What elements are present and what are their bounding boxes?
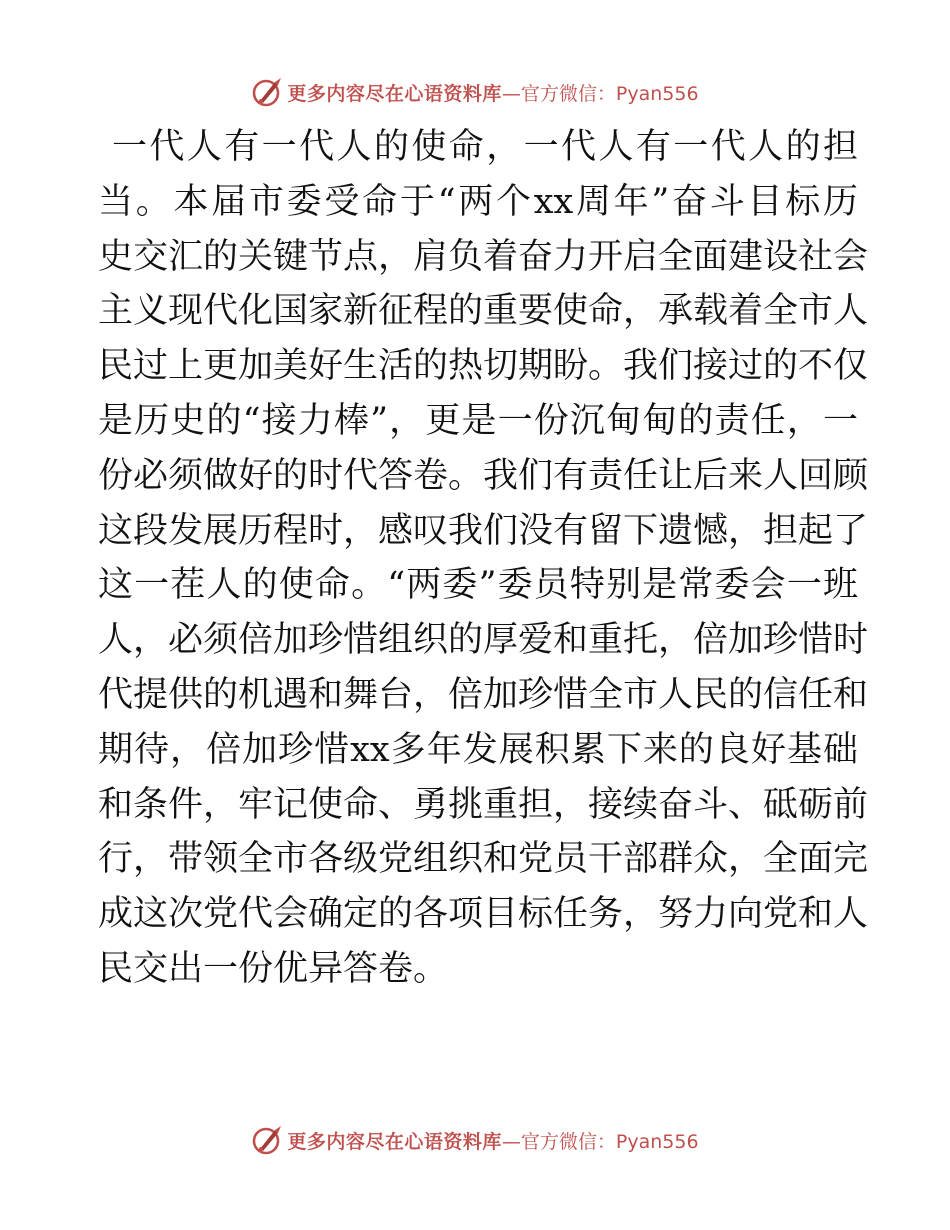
header-watermark — [0, 72, 950, 112]
footer-watermark — [0, 1120, 950, 1160]
watermark-brand: 更多内容尽在心语资料库 — [287, 82, 502, 105]
text-line: 代提供的机遇和舞台，倍加珍惜全市人民的信任和 — [98, 674, 869, 715]
text-line: 和条件，牢记使命、勇挑重担，接续奋斗、砥砺前 — [98, 784, 869, 825]
text-line: 主义现代化国家新征程的重要使命，承载着全市人 — [98, 291, 869, 332]
text-line: 这段发展历程时，感叹我们没有留下遗憾，担起了 — [98, 510, 869, 551]
text-line: 民交出一份优异答卷。 — [98, 948, 449, 989]
text-line: 当。本届市委受命于“两个xx周年”奋斗目标历 — [98, 181, 858, 222]
text-line: 民过上更加美好生活的热切期盼。我们接过的不仅 — [98, 346, 869, 387]
text-line: 一代人有一代人的使命，一代人有一代人的担 — [112, 127, 858, 167]
text-line: 行，带领全市各级党组织和党员干部群众，全面完 — [98, 839, 869, 880]
quill-logo-icon — [251, 76, 283, 108]
text-line: 是历史的“接力棒”，更是一份沉甸甸的责任，一 — [98, 400, 858, 441]
watermark-contact: —官方微信：Pyan556 — [501, 1130, 699, 1153]
quill-logo-icon — [251, 1124, 283, 1156]
watermark-brand: 更多内容尽在心语资料库 — [287, 1130, 502, 1153]
text-line: 人，必须倍加珍惜组织的厚爱和重托，倍加珍惜时 — [98, 620, 869, 661]
body-paragraph — [98, 120, 869, 997]
text-line: 份必须做好的时代答卷。我们有责任让后来人回顾 — [98, 455, 869, 496]
text-line: 成这次党代会确定的各项目标任务，努力向党和人 — [98, 894, 869, 935]
watermark-contact: —官方微信：Pyan556 — [501, 82, 699, 105]
text-line: 史交汇的关键节点，肩负着奋力开启全面建设社会 — [98, 236, 869, 277]
text-line: 这一茬人的使命。“两委”委员特别是常委会一班 — [98, 565, 858, 606]
text-line: 期待，倍加珍惜xx多年发展积累下来的良好基础 — [98, 729, 858, 770]
